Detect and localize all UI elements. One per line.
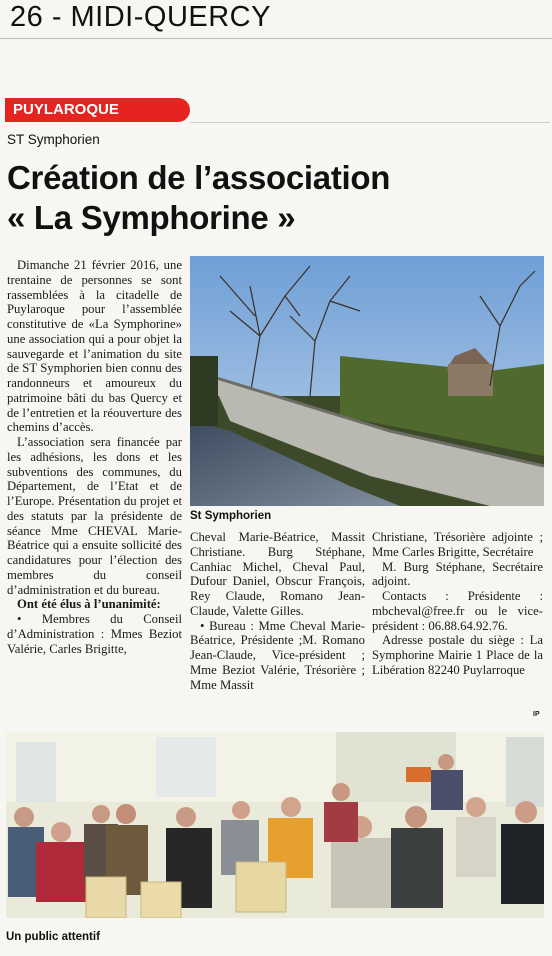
col3-paragraph-3: Contacts : Présidente : mbcheval@free.fr ou le vice-président : 06.88.64.92.76. (372, 589, 543, 633)
col2-paragraph-2: • Bureau : Mme Cheval Marie-Béatrice, Présidente ;M. Romano Jean-Claude, Vice-président ; Mme Beziot Valérie, Trésorière ; Mme Massit (190, 618, 365, 692)
photo-audience (6, 732, 544, 918)
location-tag (5, 98, 190, 122)
col1-paragraph-1: Dimanche 21 février 2016, une trentaine de personnes se sont rassemblées à la citadelle de Puylaroque pour l’assemblée constitutive de «La Symphorine» une association qui a pour objet la sauvegarde et l’animation du site de ST Symphorien bien connu des randonneurs et amoureux du patrimoine bâti du bas Quercy et de l’entretien et la réouverture des chemins d’accès. (7, 258, 182, 435)
article-column-3 (372, 530, 543, 678)
author-credit: IP (533, 711, 540, 718)
photo-st-symphorien-image (190, 256, 544, 506)
article-title (7, 158, 390, 238)
section-header: 26 - MIDI-QUERCY (10, 1, 271, 33)
col3-paragraph-1: Christiane, Trésorière adjointe ; Mme Carles Brigitte, Secrétaire (372, 530, 543, 559)
col1-paragraph-2: L’association sera financée par les adhésions, les dons et les subventions des communes, du Département, de l’Etat et de l’Europe. Présentation du projet et des statuts par la présidente de séance Mme CHEVAL Marie- Béatrice qui a ensuite sollicité des candidatures pour l’élection des membres du conseil d’administration et du bureau. (7, 435, 182, 597)
col1-paragraph-3: • Membres du Conseil d’Administration : Mmes Beziot Valérie, Carles Brigitte, (7, 612, 182, 656)
title-line-1: Création de l’association (7, 159, 391, 196)
article-column-2 (190, 530, 365, 692)
photo-audience-image (6, 732, 544, 918)
photo-st-symphorien (190, 256, 544, 506)
article-column-1 (7, 258, 182, 656)
sub-location: ST Symphorien (7, 132, 100, 147)
col3-paragraph-2: M. Burg Stéphane, Secrétaire adjoint. (372, 559, 543, 589)
title-line-2: « La Symphorine » (7, 199, 296, 236)
photo-caption-top: St Symphorien (190, 510, 272, 522)
tag-rule (190, 122, 550, 123)
col3-paragraph-4: Adresse postale du siège : La Symphorine Mairie 1 Place de la Libération 82240 Puylarroque (372, 633, 543, 677)
col1-heading: Ont été élus à l’unanimité: (17, 597, 161, 612)
col2-paragraph-1: Cheval Marie-Béatrice, Massit Christiane. Burg Stéphane, Canhiac Michel, Cheval Paul, Dufour Daniel, Obscur François, Rey Claude, Romano Jean-Claude, Valette Gilles. (190, 530, 365, 618)
header-rule (0, 38, 552, 39)
photo-caption-bottom: Un public attentif (6, 931, 100, 943)
location-tag-label: PUYLAROQUE (13, 101, 119, 118)
